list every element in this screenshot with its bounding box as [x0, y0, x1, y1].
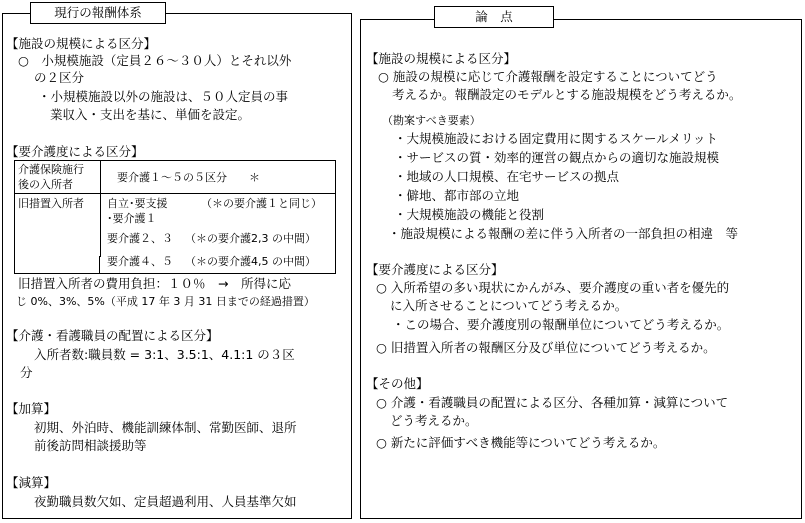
facility-scale-heading: 【施設の規模による区分】 — [6, 36, 157, 51]
factor-item: ・地域の人口規模、在宅サービスの拠点 — [394, 169, 620, 184]
table-divider-ext — [99, 256, 100, 274]
issue-care-heading: 【要介護度による区分】 — [366, 262, 504, 277]
issue-other-question-1: ○ 介護・看護職員の配置による区分、各種加算・減算について — [376, 395, 729, 410]
factors-heading: （勘案すべき要素） — [382, 114, 481, 127]
additions-heading: 【加算】 — [6, 401, 57, 416]
table-border-bottom — [14, 273, 336, 274]
burden-line: 旧措置入所者の費用負担：１０％ → 所得に応 — [18, 276, 291, 291]
facility-scale-sub-cont: 業収入・支出を基に、単価を設定。 — [50, 107, 251, 122]
reductions-heading: 【減算】 — [6, 475, 57, 490]
facility-scale-bullet: ○ 小規模施設（定員２６～３０人）とそれ以外 — [18, 53, 292, 68]
issue-other-question-1-cont: どう考えるか。 — [390, 413, 478, 428]
factor-item: ・僻地、都市部の立地 — [394, 188, 520, 203]
issue-care-question-1-sub: ・この場合、要介護度別の報酬単位についてどう考えるか。 — [392, 317, 730, 332]
additions-line-cont: 前後訪問相談援助等 — [34, 438, 147, 453]
facility-scale-bullet-cont: の２区分 — [34, 70, 85, 85]
issue-facility-heading: 【施設の規模による区分】 — [366, 51, 517, 66]
table-cell-2a: 要介護２、３ — [107, 232, 173, 245]
factor-item: ・サービスの質・効率的運営の観点からの適切な施設規模 — [394, 150, 720, 165]
table-cell-1c: ･要介護１ — [107, 212, 157, 225]
table-cell-3b: （＊の要介護4,5 の中間） — [185, 255, 316, 268]
table-border-right-ext — [335, 256, 336, 274]
burden-line-cont: じ 0%、3%、5%（平成 17 年 3 月 31 日までの経過措置） — [16, 295, 315, 308]
facility-scale-sub: ・小規模施設以外の施設は、５０人定員の事 — [38, 89, 289, 104]
factor-item: ・大規模施設の機能と役割 — [394, 207, 545, 222]
factor-item: ・大規模施設における固定費用に関するスケールメリット — [394, 131, 718, 146]
table-cell-3a: 要介護４、５ — [107, 255, 173, 268]
table-cell-1a: 自立･要支援 — [107, 197, 168, 210]
issue-facility-question-cont: 考えるか。報酬設定のモデルとする施設規模をどう考えるか。 — [392, 87, 742, 102]
issue-care-question-1: ○ 入所希望の多い現状にかんがみ、要介護度の重い者を優先的 — [376, 280, 730, 295]
right-panel-title: 論 点 — [434, 6, 554, 28]
table-cell-2b: （＊の要介護2,3 の中間） — [185, 232, 316, 245]
table-header-right: 要介護１～５の５区分 ＊ — [117, 171, 260, 184]
issue-other-heading: 【その他】 — [366, 376, 429, 391]
factor-item: ・施設規模による報酬の差に伴う入所者の一部負担の相違 等 — [388, 226, 739, 241]
staffing-line: 入所者数:職員数 = 3:1、3.5:1、4.1:1 の３区 — [34, 347, 295, 362]
table-header-left-2: 後の入所者 — [18, 178, 73, 191]
issue-other-question-2: ○ 新たに評価すべき機能等についてどう考えるか。 — [376, 435, 666, 450]
issue-care-question-1-cont: に入所させることについてどう考えるか。 — [390, 298, 628, 313]
issue-care-question-2: ○ 旧措置入所者の報酬区分及び単位についてどう考えるか。 — [376, 340, 716, 355]
table-header-left-1: 介護保険施行 — [18, 163, 84, 176]
additions-line: 初期、外泊時、機能訓練体制、常勤医師、退所 — [34, 420, 297, 435]
left-panel-title: 現行の報酬体系 — [30, 2, 166, 24]
reductions-line: 夜勤職員数欠如、定員超過利用、人員基準欠如 — [34, 494, 297, 509]
issue-facility-question: ○ 施設の規模に応じて介護報酬を設定することについてどう — [378, 69, 718, 84]
table-border-left-ext — [14, 256, 15, 274]
staffing-heading: 【介護・看護職員の配置による区分】 — [6, 328, 219, 343]
care-level-table — [14, 160, 336, 257]
care-level-heading: 【要介護度による区分】 — [6, 144, 144, 159]
staffing-line-cont: 分 — [20, 365, 33, 380]
table-cell-1b: （＊の要介護１と同じ） — [201, 197, 322, 210]
table-row-label: 旧措置入所者 — [18, 197, 84, 210]
